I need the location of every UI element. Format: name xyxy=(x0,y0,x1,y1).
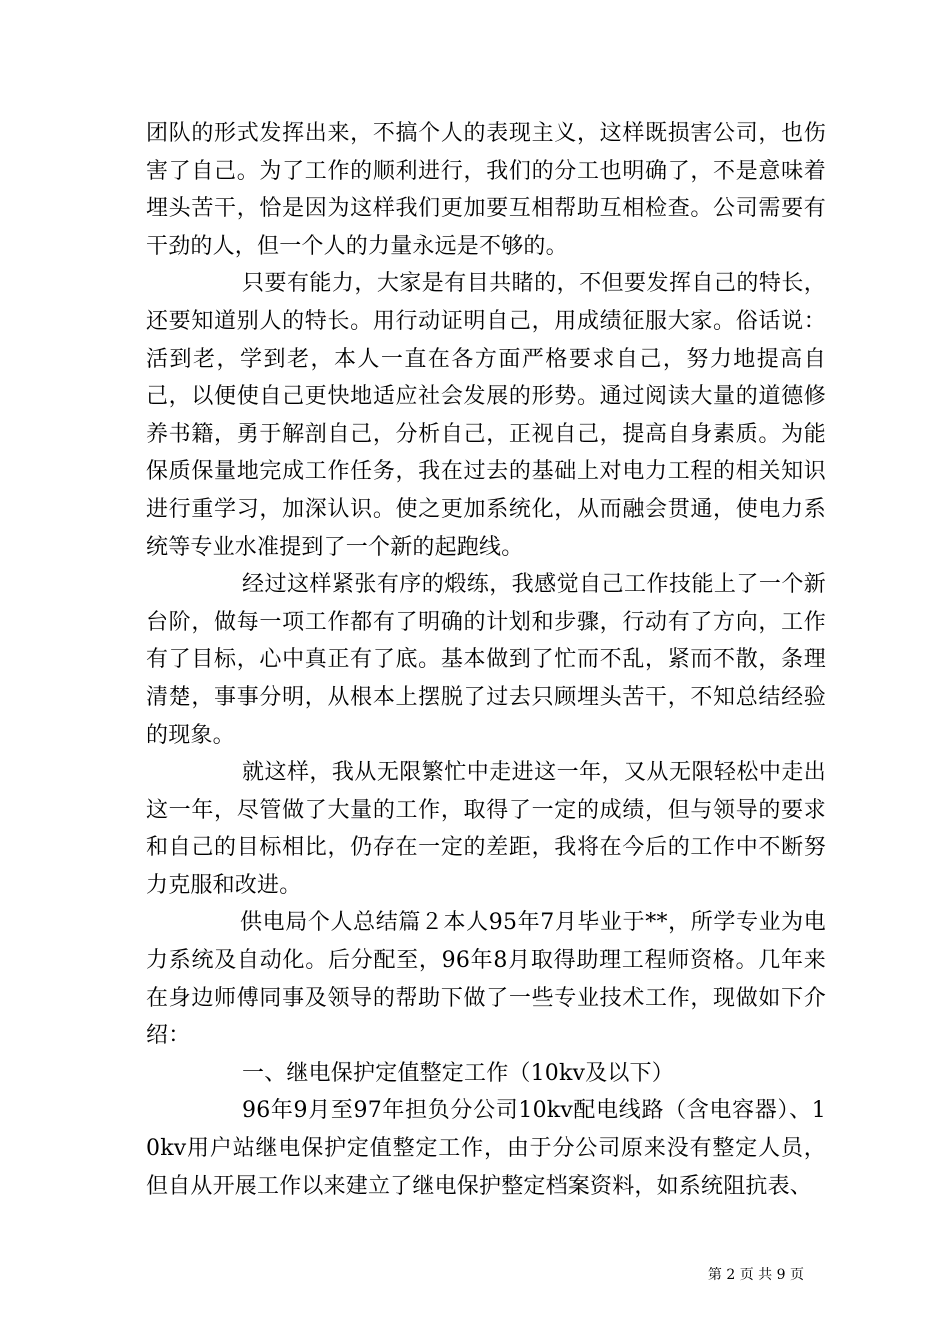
paragraph-relay-protection: 96年9月至97年担负分公司10kv配电线路（含电容器）、10kv用户站继电保护定值整定工作，由于分公司原来没有整定人员，但自从开展工作以来建立了继电保护整定档案资料，如系统阻抗表、 xyxy=(146,1098,826,1199)
paragraph-year-summary: 就这样，我从无限繁忙中走进这一年，又从无限轻松中走出这一年，尽管做了大量的工作，取得了一定的成绩，但与领导的要求和自己的目标相比，仍存在一定的差距，我将在今后的工作中不断努力克服和改进。 xyxy=(146,760,826,898)
paragraph-teamwork: 团队的形式发挥出来，不搞个人的表现主义，这样既损害公司，也伤害了自己。为了工作的顺利进行，我们的分工也明确了，不是意味着埋头苦干，恰是因为这样我们更加要互相帮助互相检查。公司需要有干劲的人，但一个人的力量永远是不够的。 xyxy=(146,121,826,259)
page-footer xyxy=(0,1264,950,1284)
page-number: 第 2 页 共 9 页 xyxy=(707,1267,804,1283)
paragraph-ability: 只要有能力，大家是有目共睹的，不但要发挥自己的特长，还要知道别人的特长。用行动证明自己，用成绩征服大家。俗话说：活到老，学到老，本人一直在各方面严格要求自己，努力地提高自己，以便使自己更快地适应社会发展的形势。通过阅读大量的道德修养书籍，勇于解剖自己，分析自己，正视自己，提高自身素质。为能保质保量地完成工作任务，我在过去的基础上对电力工程的相关知识进行重学习，加深认识。使之更加系统化，从而融会贯通，使电力系统等专业水准提到了一个新的起跑线。 xyxy=(146,271,826,560)
paragraph-article-2-intro: 供电局个人总结篇２本人95年7月毕业于**，所学专业为电力系统及自动化。后分配至，96年8月取得助理工程师资格。几年来在身边师傅同事及领导的帮助下做了一些专业技术工作，现做如下介绍： xyxy=(146,910,826,1049)
paragraph-training: 经过这样紧张有序的煅练，我感觉自己工作技能上了一个新台阶，做每一项工作都有了明确的计划和步骤，行动有了方向，工作有了目标，心中真正有了底。基本做到了忙而不乱，紧而不散，条理清楚，事事分明，从根本上摆脱了过去只顾埋头苦干，不知总结经验的现象。 xyxy=(146,572,826,748)
document-body xyxy=(146,115,826,1205)
section-heading-relay-protection: 一、继电保护定值整定工作（10kv及以下） xyxy=(242,1060,674,1086)
